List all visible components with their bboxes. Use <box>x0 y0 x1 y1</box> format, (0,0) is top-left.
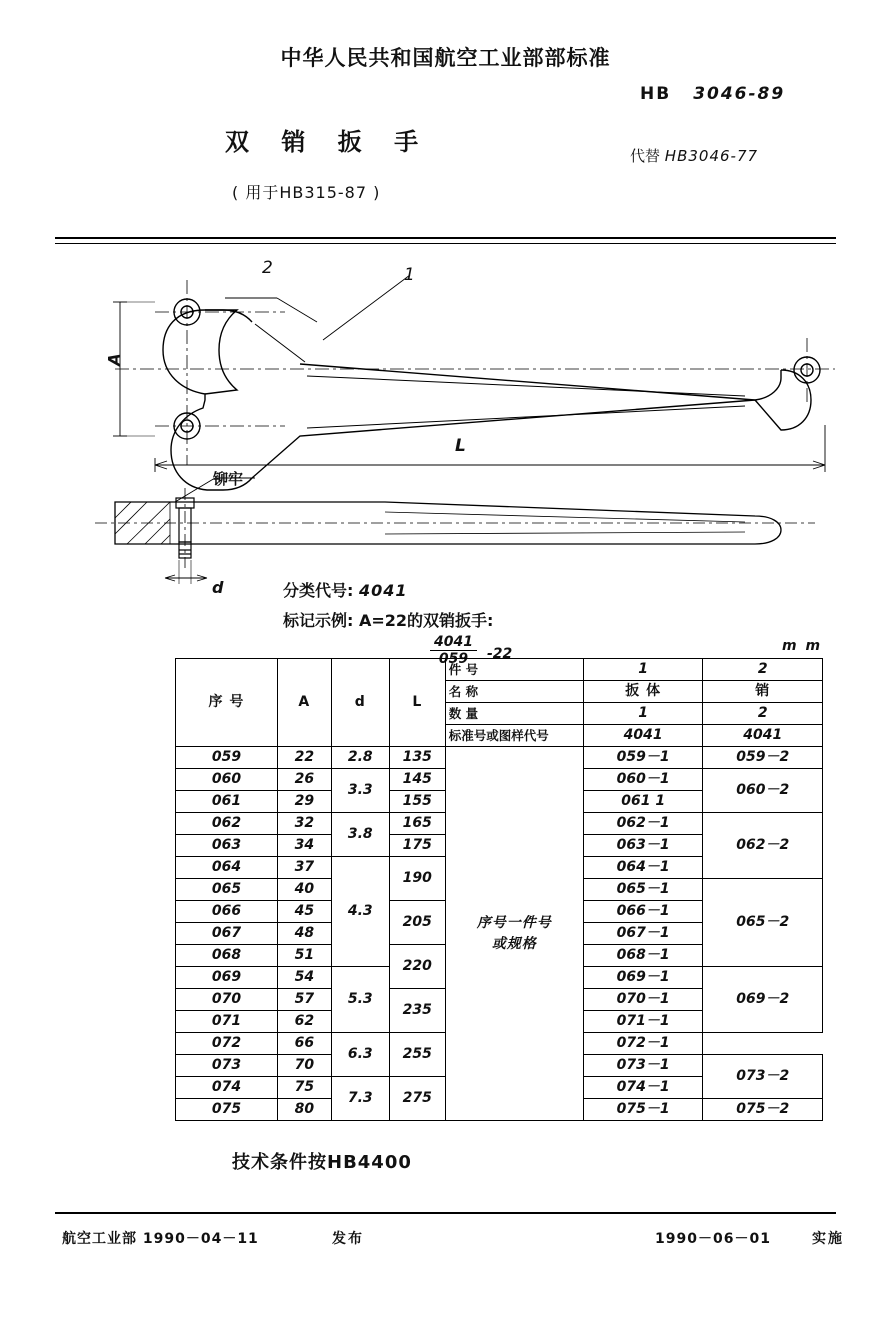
header-col-2: 2 <box>703 659 823 681</box>
cell-L: 190 <box>389 857 445 901</box>
cell-A: 57 <box>277 989 331 1011</box>
rivet-note: 铆牢 <box>213 470 244 488</box>
cell-part-2: 062－2 <box>703 813 823 879</box>
technical-condition-note: 技术条件按HB4400 <box>232 1152 412 1173</box>
cell-part-2: 060－2 <box>703 769 823 813</box>
wrench-drawing-svg <box>55 250 845 600</box>
cell-L: 255 <box>389 1033 445 1077</box>
dimension-label-d: d <box>212 578 224 597</box>
header-d: d <box>331 659 389 747</box>
cell-seq: 075 <box>176 1099 278 1121</box>
cell-A: 26 <box>277 769 331 791</box>
marking-fraction-numerator: 4041 <box>430 634 477 651</box>
cell-d: 5.3 <box>331 967 389 1033</box>
replaces-note <box>630 145 758 166</box>
page-title: 双 销 扳 手 <box>225 128 431 156</box>
cell-part-1: 063－1 <box>583 835 703 857</box>
cell-L: 145 <box>389 769 445 791</box>
cell-seq: 060 <box>176 769 278 791</box>
cell-part-2: 059－2 <box>703 747 823 769</box>
marking-example <box>283 608 493 631</box>
header-std-no: 标准号或图样代号 <box>445 725 583 747</box>
table-row <box>176 747 823 769</box>
standard-number-value: 3046-89 <box>693 84 786 104</box>
cell-note <box>445 747 583 1121</box>
cell-L: 155 <box>389 791 445 813</box>
replaces-label: 代替 <box>630 147 661 165</box>
cell-seq: 072 <box>176 1033 278 1055</box>
cell-A: 37 <box>277 857 331 879</box>
note-line-1: 序号一件号 <box>476 914 552 931</box>
cell-L: 175 <box>389 835 445 857</box>
cell-A: 32 <box>277 813 331 835</box>
dimension-label-L: L <box>455 436 466 456</box>
unit-label: m m <box>782 638 823 654</box>
header-col-1: 1 <box>583 659 703 681</box>
dimensions-table <box>175 658 823 1121</box>
cell-d: 4.3 <box>331 857 389 967</box>
applies-to-note: ( 用于HB315-87 ) <box>232 183 381 202</box>
cell-part-1: 061 1 <box>583 791 703 813</box>
header-A: A <box>277 659 331 747</box>
cell-part-1: 060－1 <box>583 769 703 791</box>
cell-d: 2.8 <box>331 747 389 769</box>
cell-part-1: 064－1 <box>583 857 703 879</box>
standard-number-prefix: HB <box>640 84 672 104</box>
dimension-label-A: A <box>104 353 124 366</box>
cell-part-1: 059－1 <box>583 747 703 769</box>
cell-seq: 068 <box>176 945 278 967</box>
footer-implementation-label: 实施 <box>812 1231 844 1247</box>
header-name-2: 销 <box>703 681 823 703</box>
cell-d: 7.3 <box>331 1077 389 1121</box>
classification-code-label: 分类代号: <box>283 581 354 600</box>
cell-seq: 061 <box>176 791 278 813</box>
cell-part-1: 067－1 <box>583 923 703 945</box>
cell-d: 3.3 <box>331 769 389 813</box>
cell-seq: 074 <box>176 1077 278 1099</box>
cell-seq: 069 <box>176 967 278 989</box>
cell-L: 205 <box>389 901 445 945</box>
standard-number <box>640 84 785 104</box>
cell-A: 22 <box>277 747 331 769</box>
cell-seq: 064 <box>176 857 278 879</box>
header-divider <box>55 237 836 239</box>
cell-A: 48 <box>277 923 331 945</box>
cell-part-1: 069－1 <box>583 967 703 989</box>
cell-part-2: 075－2 <box>703 1099 823 1121</box>
cell-seq: 059 <box>176 747 278 769</box>
marking-fraction-suffix: -22 <box>487 646 513 662</box>
table-header-row-1 <box>176 659 823 681</box>
cell-part-1: 075－1 <box>583 1099 703 1121</box>
cell-A: 29 <box>277 791 331 813</box>
cell-part-2: 073－2 <box>703 1055 823 1099</box>
cell-L: 235 <box>389 989 445 1033</box>
cell-A: 40 <box>277 879 331 901</box>
cell-A: 54 <box>277 967 331 989</box>
cell-seq: 071 <box>176 1011 278 1033</box>
cell-part-2: 069－2 <box>703 967 823 1033</box>
cell-part-1: 066－1 <box>583 901 703 923</box>
cell-part-1: 062－1 <box>583 813 703 835</box>
header-std-1: 4041 <box>583 725 703 747</box>
cell-seq: 065 <box>176 879 278 901</box>
ministry-title: 中华人民共和国航空工业部部标准 <box>280 46 611 70</box>
part-callout-1: 1 <box>404 265 415 285</box>
footer-issuer: 航空工业部 1990－04－11 <box>62 1231 259 1247</box>
header-qty-1: 1 <box>583 703 703 725</box>
cell-A: 70 <box>277 1055 331 1077</box>
technical-drawing <box>55 250 845 600</box>
cell-seq: 063 <box>176 835 278 857</box>
header-qty-2: 2 <box>703 703 823 725</box>
header-name: 名 称 <box>445 681 583 703</box>
cell-A: 51 <box>277 945 331 967</box>
cell-A: 62 <box>277 1011 331 1033</box>
cell-part-1: 073－1 <box>583 1055 703 1077</box>
cell-L: 275 <box>389 1077 445 1121</box>
cell-part-1: 072－1 <box>583 1033 703 1055</box>
cell-part-1: 068－1 <box>583 945 703 967</box>
cell-A: 66 <box>277 1033 331 1055</box>
cell-part-1: 074－1 <box>583 1077 703 1099</box>
cell-seq: 067 <box>176 923 278 945</box>
marking-example-label: 标记示例: <box>283 611 354 630</box>
cell-seq: 073 <box>176 1055 278 1077</box>
cell-seq: 070 <box>176 989 278 1011</box>
footer-publish-label: 发布 <box>332 1231 364 1247</box>
header-qty: 数 量 <box>445 703 583 725</box>
note-line-2: 或规格 <box>491 935 537 952</box>
cell-seq: 062 <box>176 813 278 835</box>
cell-A: 80 <box>277 1099 331 1121</box>
cell-part-1: 071－1 <box>583 1011 703 1033</box>
marking-example-text: A=22的双销扳手: <box>358 611 494 630</box>
header-L: L <box>389 659 445 747</box>
cell-part-1: 070－1 <box>583 989 703 1011</box>
classification-code <box>283 578 408 601</box>
cell-part-1: 065－1 <box>583 879 703 901</box>
cell-part-2: 065－2 <box>703 879 823 967</box>
header-std-2: 4041 <box>703 725 823 747</box>
cell-L: 135 <box>389 747 445 769</box>
marking-fraction-denominator: 059 <box>438 651 469 667</box>
part-callout-2: 2 <box>262 258 273 278</box>
header-name-1: 扳 体 <box>583 681 703 703</box>
footer-divider <box>55 1212 836 1214</box>
cell-L: 220 <box>389 945 445 989</box>
replaces-value: HB3046-77 <box>664 147 759 165</box>
footer-implementation-date: 1990－06－01 <box>655 1231 771 1247</box>
cell-d: 3.8 <box>331 813 389 857</box>
header-seq: 序 号 <box>176 659 278 747</box>
cell-L: 165 <box>389 813 445 835</box>
classification-code-value: 4041 <box>358 581 408 600</box>
cell-seq: 066 <box>176 901 278 923</box>
cell-A: 45 <box>277 901 331 923</box>
header-divider-secondary <box>55 243 836 244</box>
header-part-no: 件 号 <box>445 659 583 681</box>
cell-A: 34 <box>277 835 331 857</box>
cell-A: 75 <box>277 1077 331 1099</box>
cell-d: 6.3 <box>331 1033 389 1077</box>
